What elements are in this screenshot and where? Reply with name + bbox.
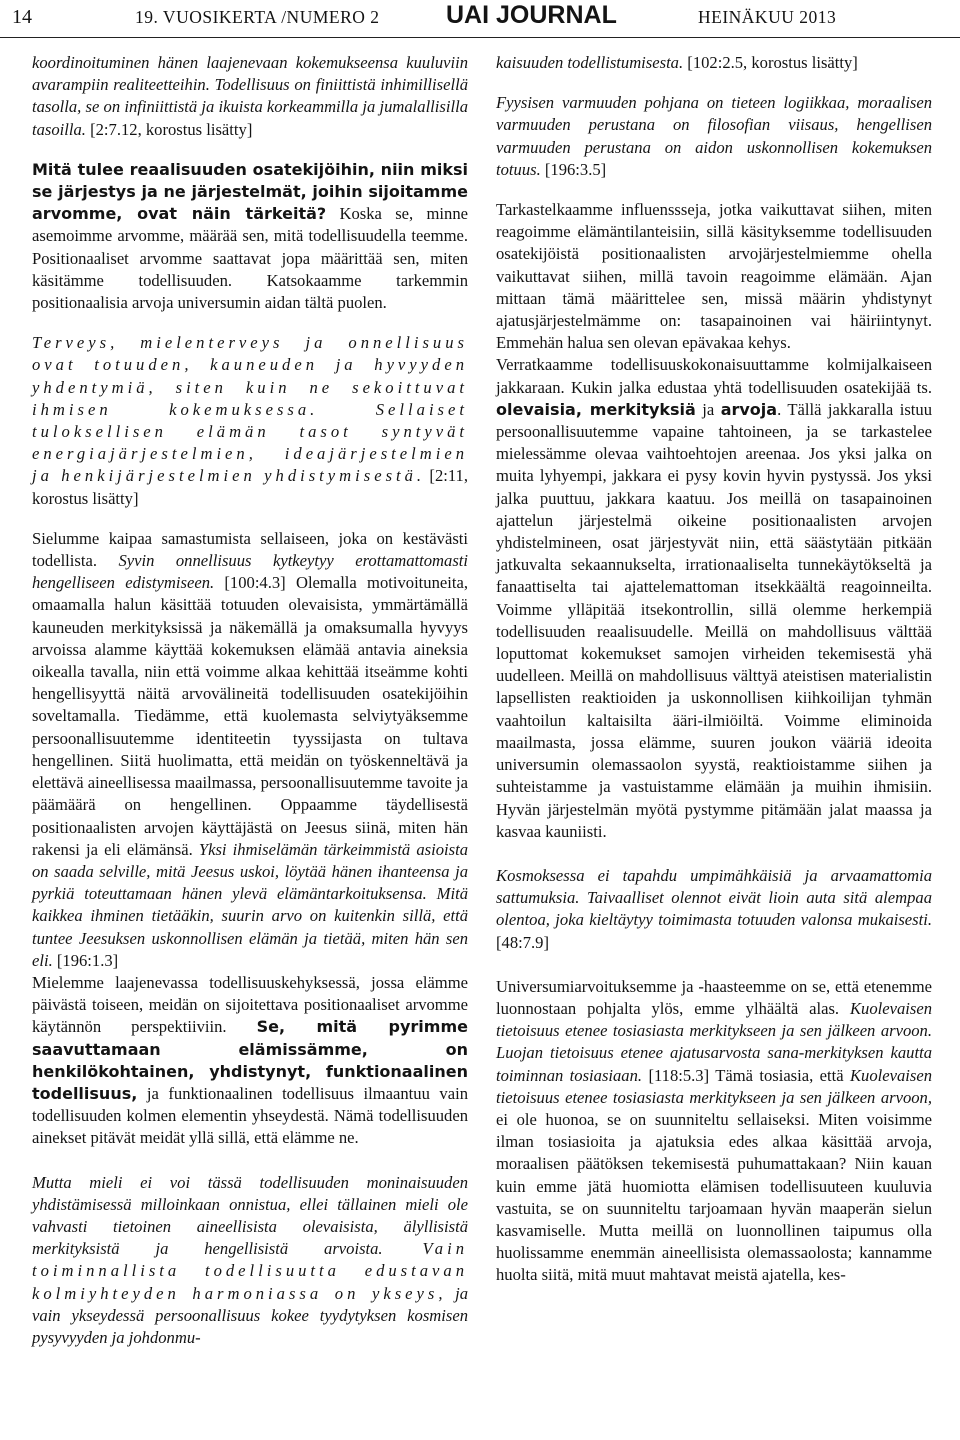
header-divider [0, 37, 960, 38]
paragraph [496, 52, 932, 74]
quote: Mutta mieli ei voi tässä todellisuuden moninaisuuden yhdistämisessä milloinkaan onnistua, ellei tällainen mieli ole vahvasti tietoinen aineellisista olevaisista, älyllisistä merkityksistä ja hengellisistä arvoista. [32, 1172, 468, 1259]
quote: Fyysisen varmuuden pohjana on tieteen logiikkaa, moraalisen varmuuden perustana on filosofian viisaus, hengellisen varmuuden perustana on aidon uskonnollisen kokemuksen totuus. [496, 93, 932, 179]
quote: ja vain ykseydessä persoonallisuus kokee tyydytyksen kosmisen pysyvyyden ja johdonmu- [32, 1283, 469, 1347]
quote: koordinoituminen hänen laajenevaan kokemukseensa kuuluviin avarampiin realiteetteihin. Todellisuus on finiittistä inhimillisellä tasolla, se on infiniittistä ja ikuista korkeammilla ja jumalallisilla tasoilla. [32, 53, 468, 139]
reference: [2:11, korostus lisätty] [32, 466, 468, 508]
bold-text: Mitä tulee reaalisuuden osatekijöihin, niin miksi se järjestys ja ne järjestelmät, joihin sijoitamme arvomme, ovat näin tärkeitä? [32, 159, 468, 224]
body-text: Tarkastelkaamme influenssseja, jotka vaikuttavat siihen, miten reagoimme elämäntilanteisiin, sillä käsityksemme todellisuuden osatekijöistä positionaalisten arvojärjestelmiemme ohella vaikuttavat siihen, millä tavoin reagoimme elämään. Ajan mittaan tämä määrittelee sen, missä määrin yhdistynyt ajatusjärjestelmämme on: tasapainoinen vai häiriintynyt. Emmehän halua sen olevan epävakaa kehys. [496, 200, 932, 353]
body-text: ja [695, 399, 721, 419]
body-text: . Tällä jakkaralla istuu persoonallisuutemme vapaine tahtoineen, ja se tarkastelee mielessämme olevaa vaihtoehtojen areenaa. Jos yksi jalka on muita lyhyempi, jakkara ei pysy kovin hyvin pystyssä. Jos yksi jalka puuttuu, jakkara kaatuu. Jos meillä on tasapainoinen ajattelun järjestelmä oikeine positionaalisten arvojen yhdistelmineen, osat järjestyvät niin, että säästytään pitkään jatkuvalta sekaannukselta, irrationaaliselta tunnekäytökseltä ja fanaattiselta tai ajattelemattoman itsekkäältä reagoinneilta. Voimme ylläpitää itsekontrollin, sillä olemme herkempiä todellisuuden reaalisuudelle. Meillä on mahdollisuus välttää loputtomat kokemukset samojen virheiden tekemisestä yhä uudelleen. Meillä on mahdollisuus välttyä ateistisen materialistin lapsellisten reaktioiden ja uskonnollisen kiihkoilijan tyhmän vaahtoilun kaltaisilta ääri-ilmiöiltä. Voimme eliminoida maailmasta, jossa elämme, suuren joukon vääriä ideoita universumin olemassaolon syystä, reaktioistamme siihen ja suhteistamme ja vastuistamme elämään ja muihin ihmisiin. Hyvän järjestelmän myötä pystymme pitämään jalat maassa ja kasvaa kauniisti. [496, 399, 932, 841]
paragraph [32, 52, 468, 141]
body-text: Verratkaamme todellisuuskokonaisuuttamme kolmijalkaiseen jakkaraan. Kukin jalka edustaa yhtä todellisuuden osatekijää ts. [496, 355, 932, 397]
body-text: Universumiarvoituksemme ja -haasteemme on se, että etenemme luonnostaan pohjalta ylös, emme ylhäältä alas. [496, 976, 932, 1018]
body-text: ja funktionaalinen todellisuus ilmaantuu vain todellisuuden kolmen elementin yhseydestä. Nämä todellisuuden ainekset pitävät meidät yllä sillä, että elämme ne. [32, 1083, 468, 1148]
paragraph [496, 976, 932, 1287]
reference: [48:7.9] [496, 932, 549, 952]
paragraph [496, 354, 932, 842]
quote: Kuolevaisen tietoisuus etenee tosiasiasta merkitykseen ja sen jälkeen arvoon. Luojan tietoisuus etenee ajatusarvosta sana-merkityksen kautta toiminnan tosiasiaan. [496, 998, 932, 1085]
quote: Syvin onnellisuus kytkeytyy erottamattomasti hengelliseen edistymiseen. [32, 551, 468, 593]
quote: Kuolevaisen tietoisuus etenee tosiasiasta merkitykseen ja sen jälkeen arvoon, [496, 1065, 932, 1107]
page-header [0, 0, 960, 40]
spaced-quote: Terveys, mielenterveys ja onnellisuus ovat totuuden, kauneuden ja hyvyyden yhdentymiä, siten kuin ne sekoittuvat ihmisen kokemuksessa. Sellaiset tuloksellisen elämän tasot syntyvät energiajärjestelmien, ideajärjestelmien ja henkijärjestelmien yhdistymisestä. [32, 333, 468, 486]
reference: [196:3.5] [540, 159, 607, 179]
reference: [2:7.12, korostus lisätty] [85, 119, 253, 139]
journal-title: UAI JOURNAL [446, 1, 617, 29]
quote: Yksi ihmiselämän tärkeimmistä asioista on saada selville, mitä Jeesus uskoi, löytää hänen ihanteensa ja pyrkiä toteuttamaan hänen ylevä elämäntarkoituksensa. Mitä kaikkea ihminen tietääkin, suurin arvo on kuitenkin sillä, että tuntee Jeesuksen uskonnollisen elämän ja tietää, miten hän sen eli. [32, 839, 468, 970]
body-text: ei ole huonoa, se on suunniteltu sellaiseksi. Miten voisimme ilman tosiasioita ja ajatuksia edes alkaa käsittää arvoja, moraalisen päätöksen tekemisestä puhumattakaan? Niin kauan kuin emme jätä huomiotta elämisen todellisuuteen kuuluvia vastuita, se on suunniteltu tarjoamaan hyvän maaperän sielun kasvamiselle. Mutta meillä on luonnollinen taipumus olla huolissamme enemmän aineellisista olemassaolosta; kannamme huolta siitä, mitä muut mahtavat meistä ajatella, kes- [496, 1109, 932, 1285]
body-text: [118:5.3] Tämä tosiasia, että [642, 1065, 850, 1085]
body-text: Mielemme laajenevassa todellisuuskehyksessä, jossa elämme päivästä toiseen, meidän on sijoitettava positionaaliset arvomme käytännön perspektiiviin. [32, 972, 468, 1037]
paragraph [32, 528, 468, 972]
quote: kaisuuden todellistumisesta. [496, 53, 684, 72]
paragraph [496, 92, 932, 181]
reference: [196:1.3] [52, 950, 119, 970]
paragraph [32, 972, 468, 1150]
paragraph [496, 865, 932, 954]
quote: Kosmoksessa ei tapahdu umpimähkäisiä ja arvaamattomia sattumuksia. Taivaalliset olennot eivät lioin auta sitä alempaa olentoa, joka kieltäytyy toimimasta totuuden valonsa mukaisesti. [496, 865, 932, 930]
right-column [496, 52, 932, 1287]
paragraph [32, 332, 468, 510]
bold-text: arvoja [720, 399, 778, 419]
paragraph [32, 1172, 468, 1350]
issue-month: HEINÄKUU 2013 [698, 7, 837, 27]
left-column [32, 52, 468, 1349]
page-number: 14 [12, 6, 32, 28]
body-text: Sielumme kaipaa samastumista sellaiseen, joka on kestävästi todellista. [32, 528, 468, 571]
bold-text: olevaisia, merkityksiä [496, 399, 696, 419]
issue-label: 19. VUOSIKERTA /NUMERO 2 [135, 7, 380, 27]
bold-text: Se, mitä pyrimme saavuttamaan elämissämme, on henkilökohtainen, yhdistynyt, funktionaalinen todellisuus, [32, 1017, 468, 1103]
body-text: Koska se, minne asemoimme arvomme, määrää sen, mitä todellisuudella teemme. Positionaaliset arvomme saattavat jopa määrittää sen, miten käsitämme todellisuuden. Katsokaamme tarkemmin positionaalisia arvoja universumin aidan tältä puolen. [32, 204, 468, 313]
paragraph [32, 159, 468, 314]
reference: [102:2.5, korostus lisätty] [683, 53, 858, 72]
spaced-quote: Vain toiminnallista todellisuutta edustavan kolmiyhteyden harmoniassa on ykseys, [32, 1239, 468, 1303]
body-text: [100:4.3] Olemalla motivoituneita, omaamalla halun käsittää totuuden olevaisista, ymmärtämällä kauneuden merkityksissä ja näkemällä ja omaksumalla hyvyys arvoissa alamme käyttää kokemuksen elämää antavia aineksia oikealla tavalla, niin että voimme alkaa kehittää itseämme kohti hengellisyyttä näitä arvovälineitä todellisuuden osatekijöihin soveltamalla. Tiedämme, että kuolemasta selviytyäksemme persoonallisuutemme identiteetin tyyssijasta on tultava hengellinen. Siitä huolimatta, että meidän on työskenneltävä ja elettävä aineellisessa maailmassa, persoonallisuutemme tavoite ja päämäärä on hengellinen. Oppaamme täydellisestä positionaalisten arvojen käyttäjästä on Jeesus siinä, miten hän rakensi ja eli elämänsä. [32, 573, 468, 859]
paragraph [496, 199, 932, 354]
